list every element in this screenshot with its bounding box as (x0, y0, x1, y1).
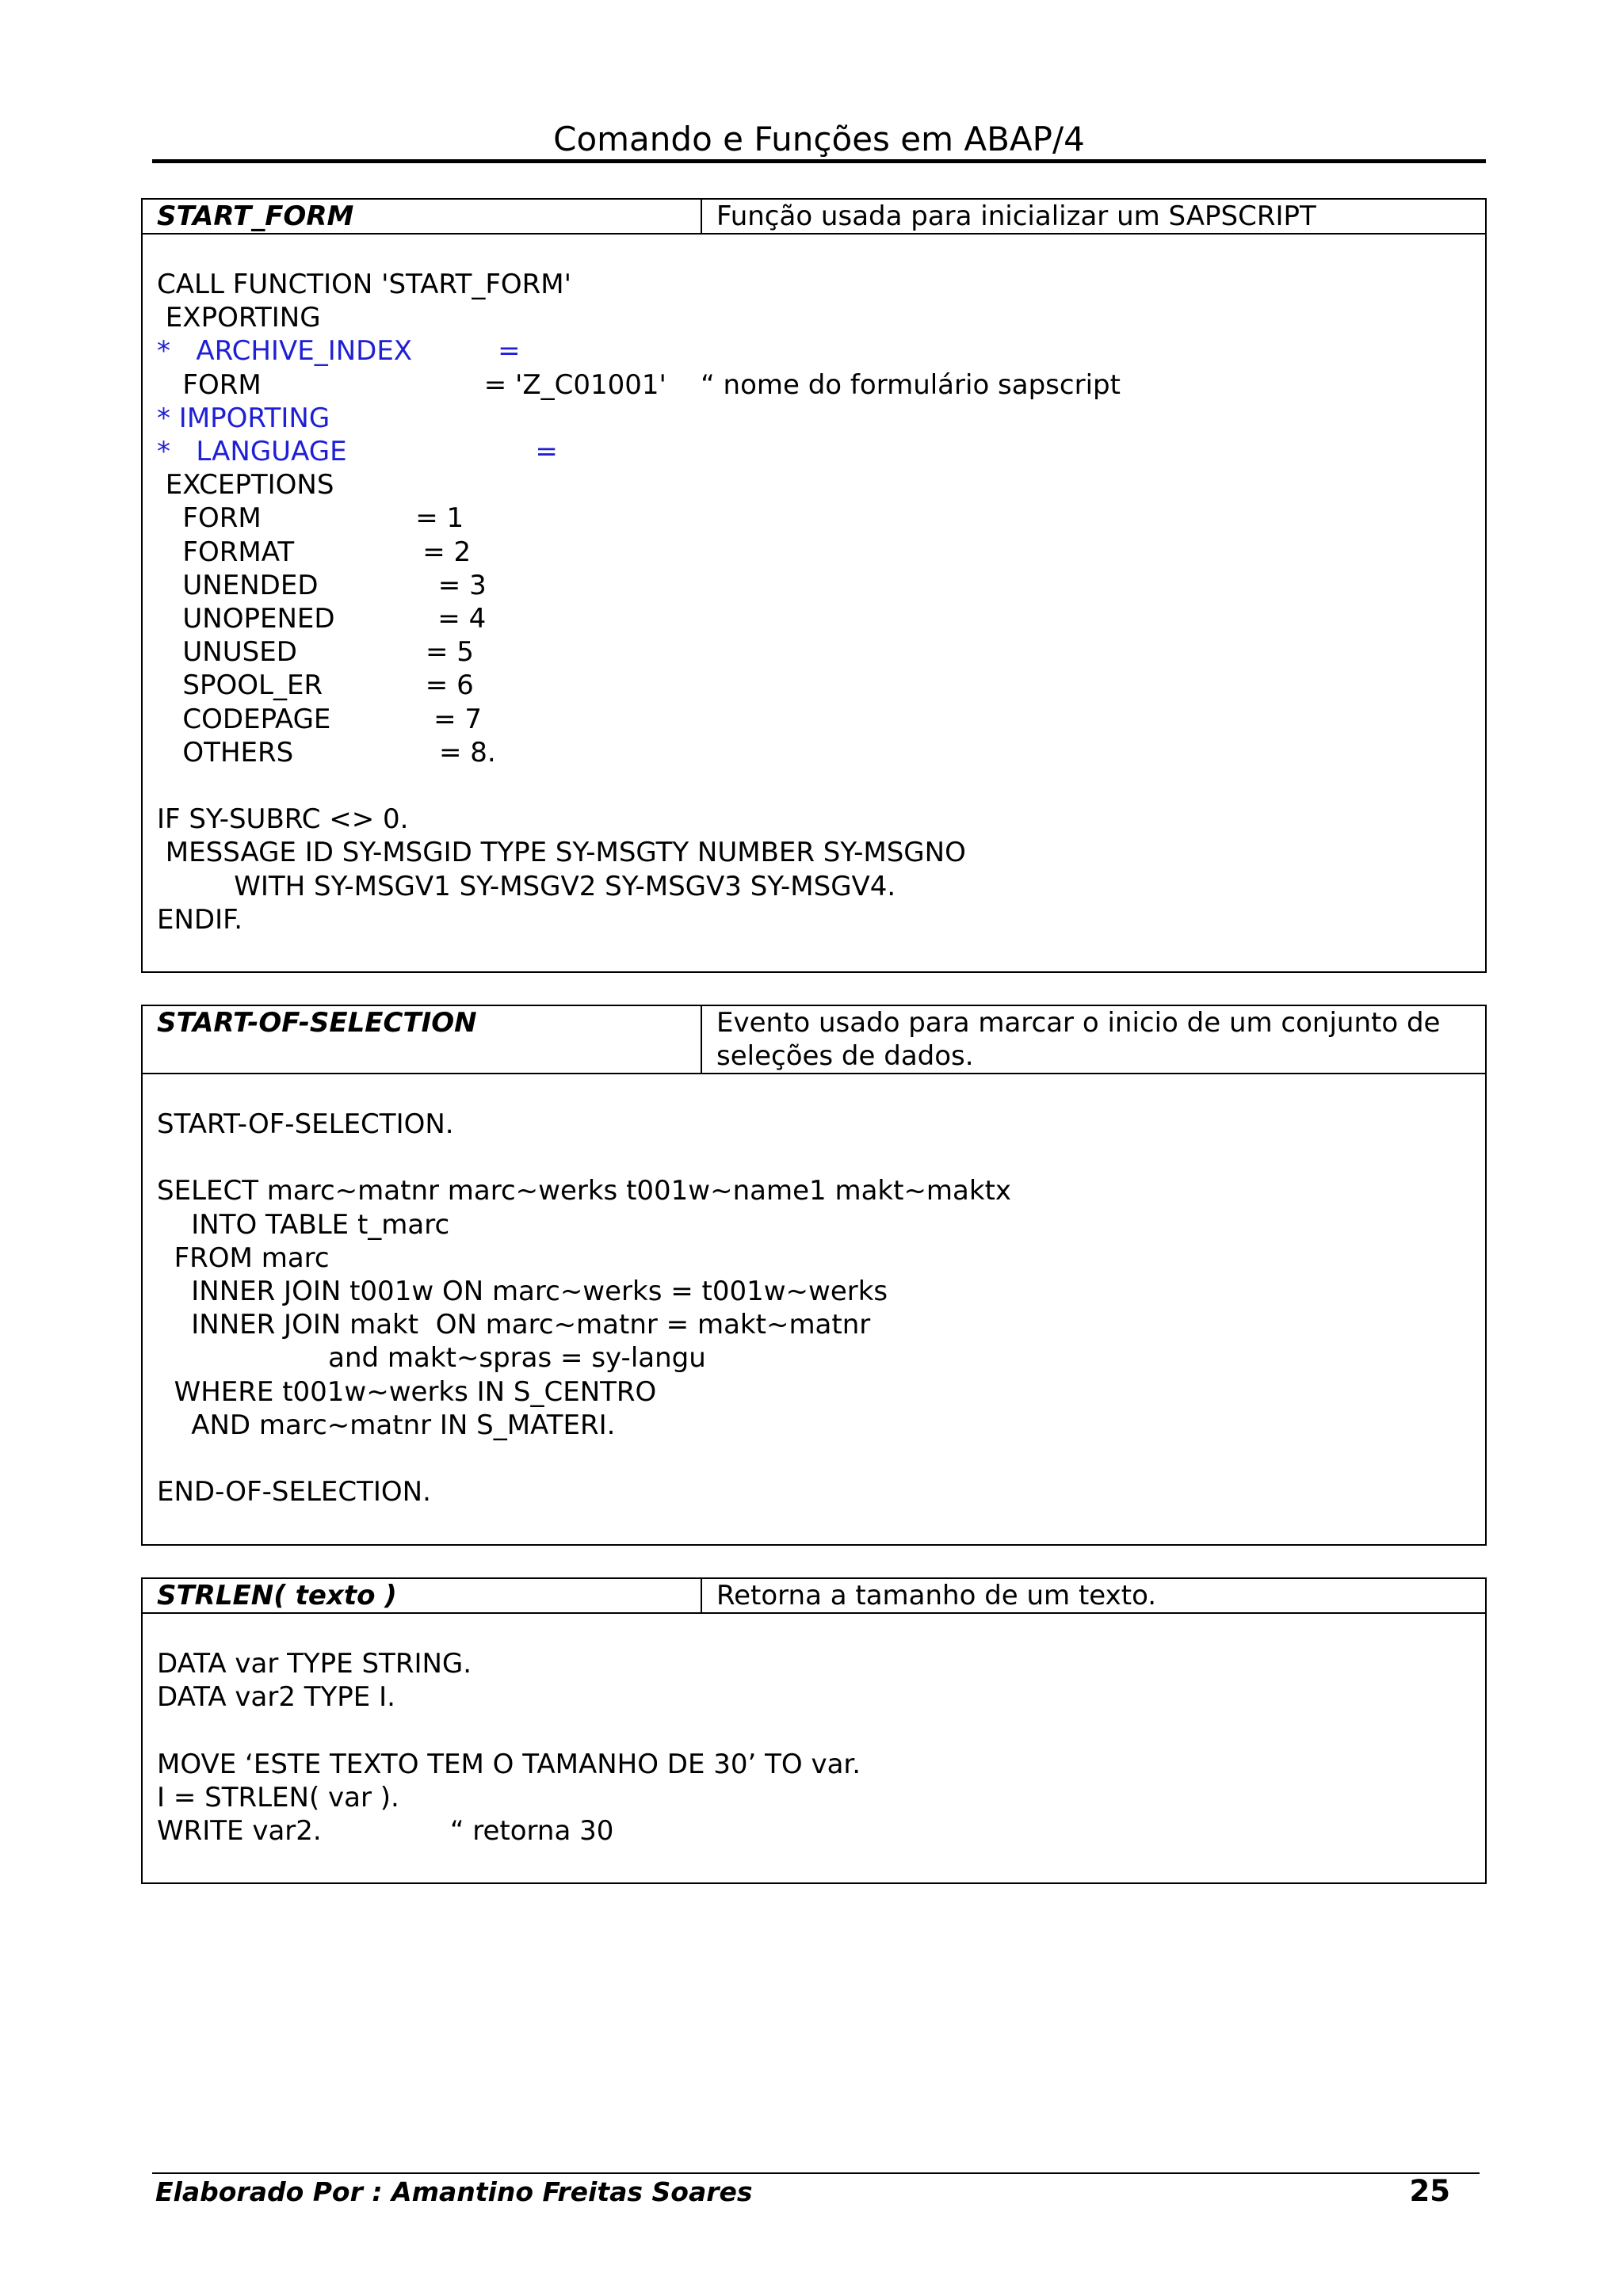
code-line: EXCEPTIONS (157, 469, 334, 502)
code-line: SPOOL_ER = 6 (157, 669, 474, 702)
code-line: SELECT marc~matnr marc~werks t001w~name1 makt~maktx (157, 1175, 1012, 1207)
command-description: Retorna a tamanho de um texto. (716, 1580, 1157, 1611)
entry-header (143, 200, 1485, 235)
command-name: START_FORM (143, 200, 702, 233)
code-block (143, 235, 1485, 936)
entry-start-form (141, 198, 1487, 973)
code-line (157, 769, 1471, 803)
footer-author: Elaborado Por : Amantino Freitas Soares (155, 2176, 753, 2207)
entry-start-of-selection (141, 1005, 1487, 1546)
page-header-title: Comando e Funções em ABAP/4 (553, 120, 1085, 158)
code-line: INNER JOIN t001w ON marc~werks = t001w~werks (157, 1276, 888, 1307)
code-line (157, 1714, 1471, 1747)
code-line: CALL FUNCTION 'START_FORM' (157, 269, 571, 300)
code-line: INTO TABLE t_marc (157, 1208, 450, 1241)
header-rule (152, 159, 1486, 163)
code-line: END-OF-SELECTION. (157, 1476, 431, 1508)
code-block (143, 1074, 1485, 1508)
code-line: UNENDED = 3 (157, 569, 487, 601)
code-line: UNUSED = 5 (157, 636, 474, 669)
code-line: AND marc~matnr IN S_MATERI. (157, 1409, 616, 1441)
entry-header (143, 1579, 1485, 1614)
code-line: START-OF-SELECTION. (157, 1108, 454, 1140)
code-line (157, 1442, 1471, 1475)
code-line: DATA var2 TYPE I. (157, 1681, 395, 1714)
page-number: 25 (1409, 2174, 1450, 2208)
code-line: FORM = 'Z_C01001' “ nome do formulário sapscript (157, 368, 1121, 401)
code-line: EXPORTING (157, 302, 321, 334)
code-line: DATA var TYPE STRING. (157, 1648, 472, 1680)
command-name: START-OF-SELECTION (143, 1006, 702, 1073)
code-line: and makt~spras = sy-langu (157, 1342, 706, 1375)
entry-header (143, 1006, 1485, 1074)
code-line: FROM marc (157, 1241, 330, 1274)
code-comment-line: * ARCHIVE_INDEX = (157, 335, 521, 368)
code-line (157, 1141, 1471, 1174)
code-line: OTHERS = 8. (157, 736, 496, 769)
command-description: Função usada para inicializar um SAPSCRIPT (716, 200, 1316, 232)
code-line: CODEPAGE = 7 (157, 703, 483, 735)
code-line: FORMAT = 2 (157, 536, 472, 568)
code-line: UNOPENED = 4 (157, 603, 487, 635)
footer-rule (152, 2172, 1480, 2174)
entry-strlen (141, 1577, 1487, 1884)
code-comment-line: * LANGUAGE = (157, 436, 558, 468)
code-comment-line: * IMPORTING (157, 402, 330, 434)
code-line: MOVE ‘ESTE TEXTO TEM O TAMANHO DE 30’ TO var. (157, 1748, 861, 1780)
code-line: FORM = 1 (157, 502, 464, 535)
command-description: Evento usado para marcar o inicio de um conjunto de seleções de dados. (716, 1007, 1441, 1072)
code-line: WITH SY-MSGV1 SY-MSGV2 SY-MSGV3 SY-MSGV4. (157, 870, 896, 902)
code-line: INNER JOIN makt ON marc~matnr = makt~matnr (157, 1309, 871, 1341)
code-line: WHERE t001w~werks IN S_CENTRO (157, 1375, 657, 1408)
code-line: ENDIF. (157, 903, 243, 936)
code-block (143, 1614, 1485, 1848)
command-name: STRLEN( texto ) (143, 1579, 702, 1612)
code-line: MESSAGE ID SY-MSGID TYPE SY-MSGTY NUMBER SY-MSGNO (157, 837, 966, 869)
code-line: I = STRLEN( var ). (157, 1781, 399, 1814)
code-line: IF SY-SUBRC <> 0. (157, 803, 409, 836)
code-line: WRITE var2. “ retorna 30 (157, 1815, 614, 1847)
